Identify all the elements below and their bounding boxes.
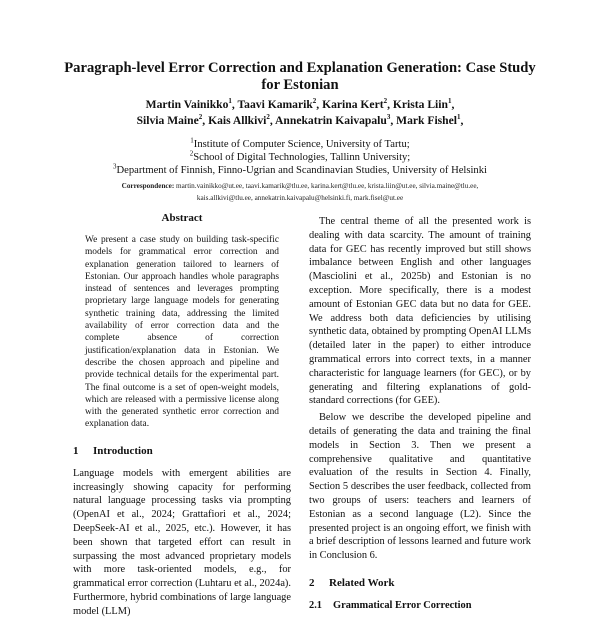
author-affiliation-mark: 2 [383,97,388,106]
abstract-heading: Abstract [161,212,203,224]
author-affiliation-mark: 3 [386,112,391,121]
correspondence-emails-2: kais.allkivi@tlu.ee, annekatrin.kaivapalu@helsinki.fi, mark.fisel@ut.ee [196,193,404,202]
author-name: Annekatrin Kaivapalu [275,113,387,127]
section-heading-introduction: 1 Introduction [73,444,153,457]
right-column [309,215,531,613]
correspondence [60,181,540,204]
left-column [73,211,291,619]
author-list [60,97,540,128]
author-affiliation-mark: 1 [457,112,461,121]
introduction-paragraph: Language models with emergent abilities are increasingly showing capacity for performing natural language processing tasks via prompting (OpenAI et al., 2024; Grattafiori et al., 2024; DeepSeek-AI et al., 2025, etc.). However, it has been shown that targeted effort can result in surpassing the most advanced proprietary models with more task-oriented models, e.g., for grammatical error correction (Luhtaru et al., 2024a). Furthermore, hybrid combinations of large language model (LLM) [73,467,291,617]
section-heading-related-work: 2 Related Work [309,576,395,589]
author-affiliation-mark: 2 [312,97,317,106]
author-affiliation-mark: 1 [447,97,452,106]
author-line-2: Silvia Maine$^2$, Kais Allkivi$^2$, Annekatrin Kaivapalu$^3$, Mark Fishel$^1$, [136,112,464,127]
author-name: Silvia Maine [136,113,199,127]
affiliation-1: $^1$Institute of Computer Science, University of Tartu; [190,136,410,150]
affiliation-list [60,136,540,177]
author-affiliation-mark: 2 [198,112,203,121]
author-name: Taavi Kamarik [237,98,313,111]
subsection-heading-gec: 2.1 Grammatical Error Correction [309,599,472,611]
author-name: Kais Allkivi [208,113,267,127]
affiliation-2: $^2$School of Digital Technologies, Tallinn University; [189,149,411,163]
author-name: Krista Liin [392,98,448,111]
author-affiliation-mark: 1 [228,97,232,106]
correspondence-emails-1: martin.vainikko@ut.ee, taavi.kamarik@tlu.ee, karina.kert@tlu.ee, krista.liin@ut.ee, silvia.maine@tlu.ee, [176,182,479,190]
affiliation-3: $^3$Department of Finnish, Finno-Ugrian and Scandinavian Studies, University of Helsinki [113,162,487,176]
abstract-text: We present a case study on building task-specific models for grammatical error correction and explanation generation tailored to learners of Estonian. Our approach handles whole paragraphs instead of sentences and leverages prompting proprietary large language models for generating synthetic training data, addressing the limited availability of error correction data and the complete absence of correction justification/explanation data in Estonian. We describe the chosen approach and pipeline and provide technical details for the experimental part. The final outcome is a set of open-weight models, which are released with a permissive license along with the generated synthetic error correction and explanation data. [85,235,279,430]
author-line-1: Martin Vainikko$^1$, Taavi Kamarik$^2$, Karina Kert$^2$, Krista Liin$^1$, [145,97,455,111]
author-affiliation-mark: 2 [266,112,270,121]
author-name: Martin Vainikko [145,98,229,111]
author-name: Karina Kert [322,98,384,111]
paper-outline-paragraph: Below we describe the developed pipeline and details of generating the data and training the final models in Section 3. Then we present a comprehensive qualitative and quantitative evaluation of the results in Section 4. Finally, Section 5 describes the user feedback, collected from two groups of users: teachers and learners of Estonian as a second language (L2). Since the presented project is an ongoing effort, we finish with a brief description of lessons learned and future work in Conclusion 6. [309,412,531,562]
author-name: Mark Fishel [396,113,457,127]
data-scarcity-paragraph: The central theme of all the presented work is dealing with data scarcity. The amount of training data for GEC has recently improved but still shows imbalance between English and other languages (Masciolini et al., 2025b) and Estonian is no exception. More specifically, there is a modest amount of Estonian GEC data but no data for GEE. We address both data deficiencies by utilising synthetic data, obtained by prompting OpenAI LLMs (detailed later in the paper) to either introduce grammatical errors into correct texts, in a manner characteristic for language learners (for GEC), or by generating and filtering explanations of gold-standard corrections (for GEE). [309,216,531,407]
paper-title: Paragraph-level Error Correction and Explanation Generation: Case Study for Estonian [64,60,536,93]
correspondence-label: Correspondence: [121,182,175,190]
